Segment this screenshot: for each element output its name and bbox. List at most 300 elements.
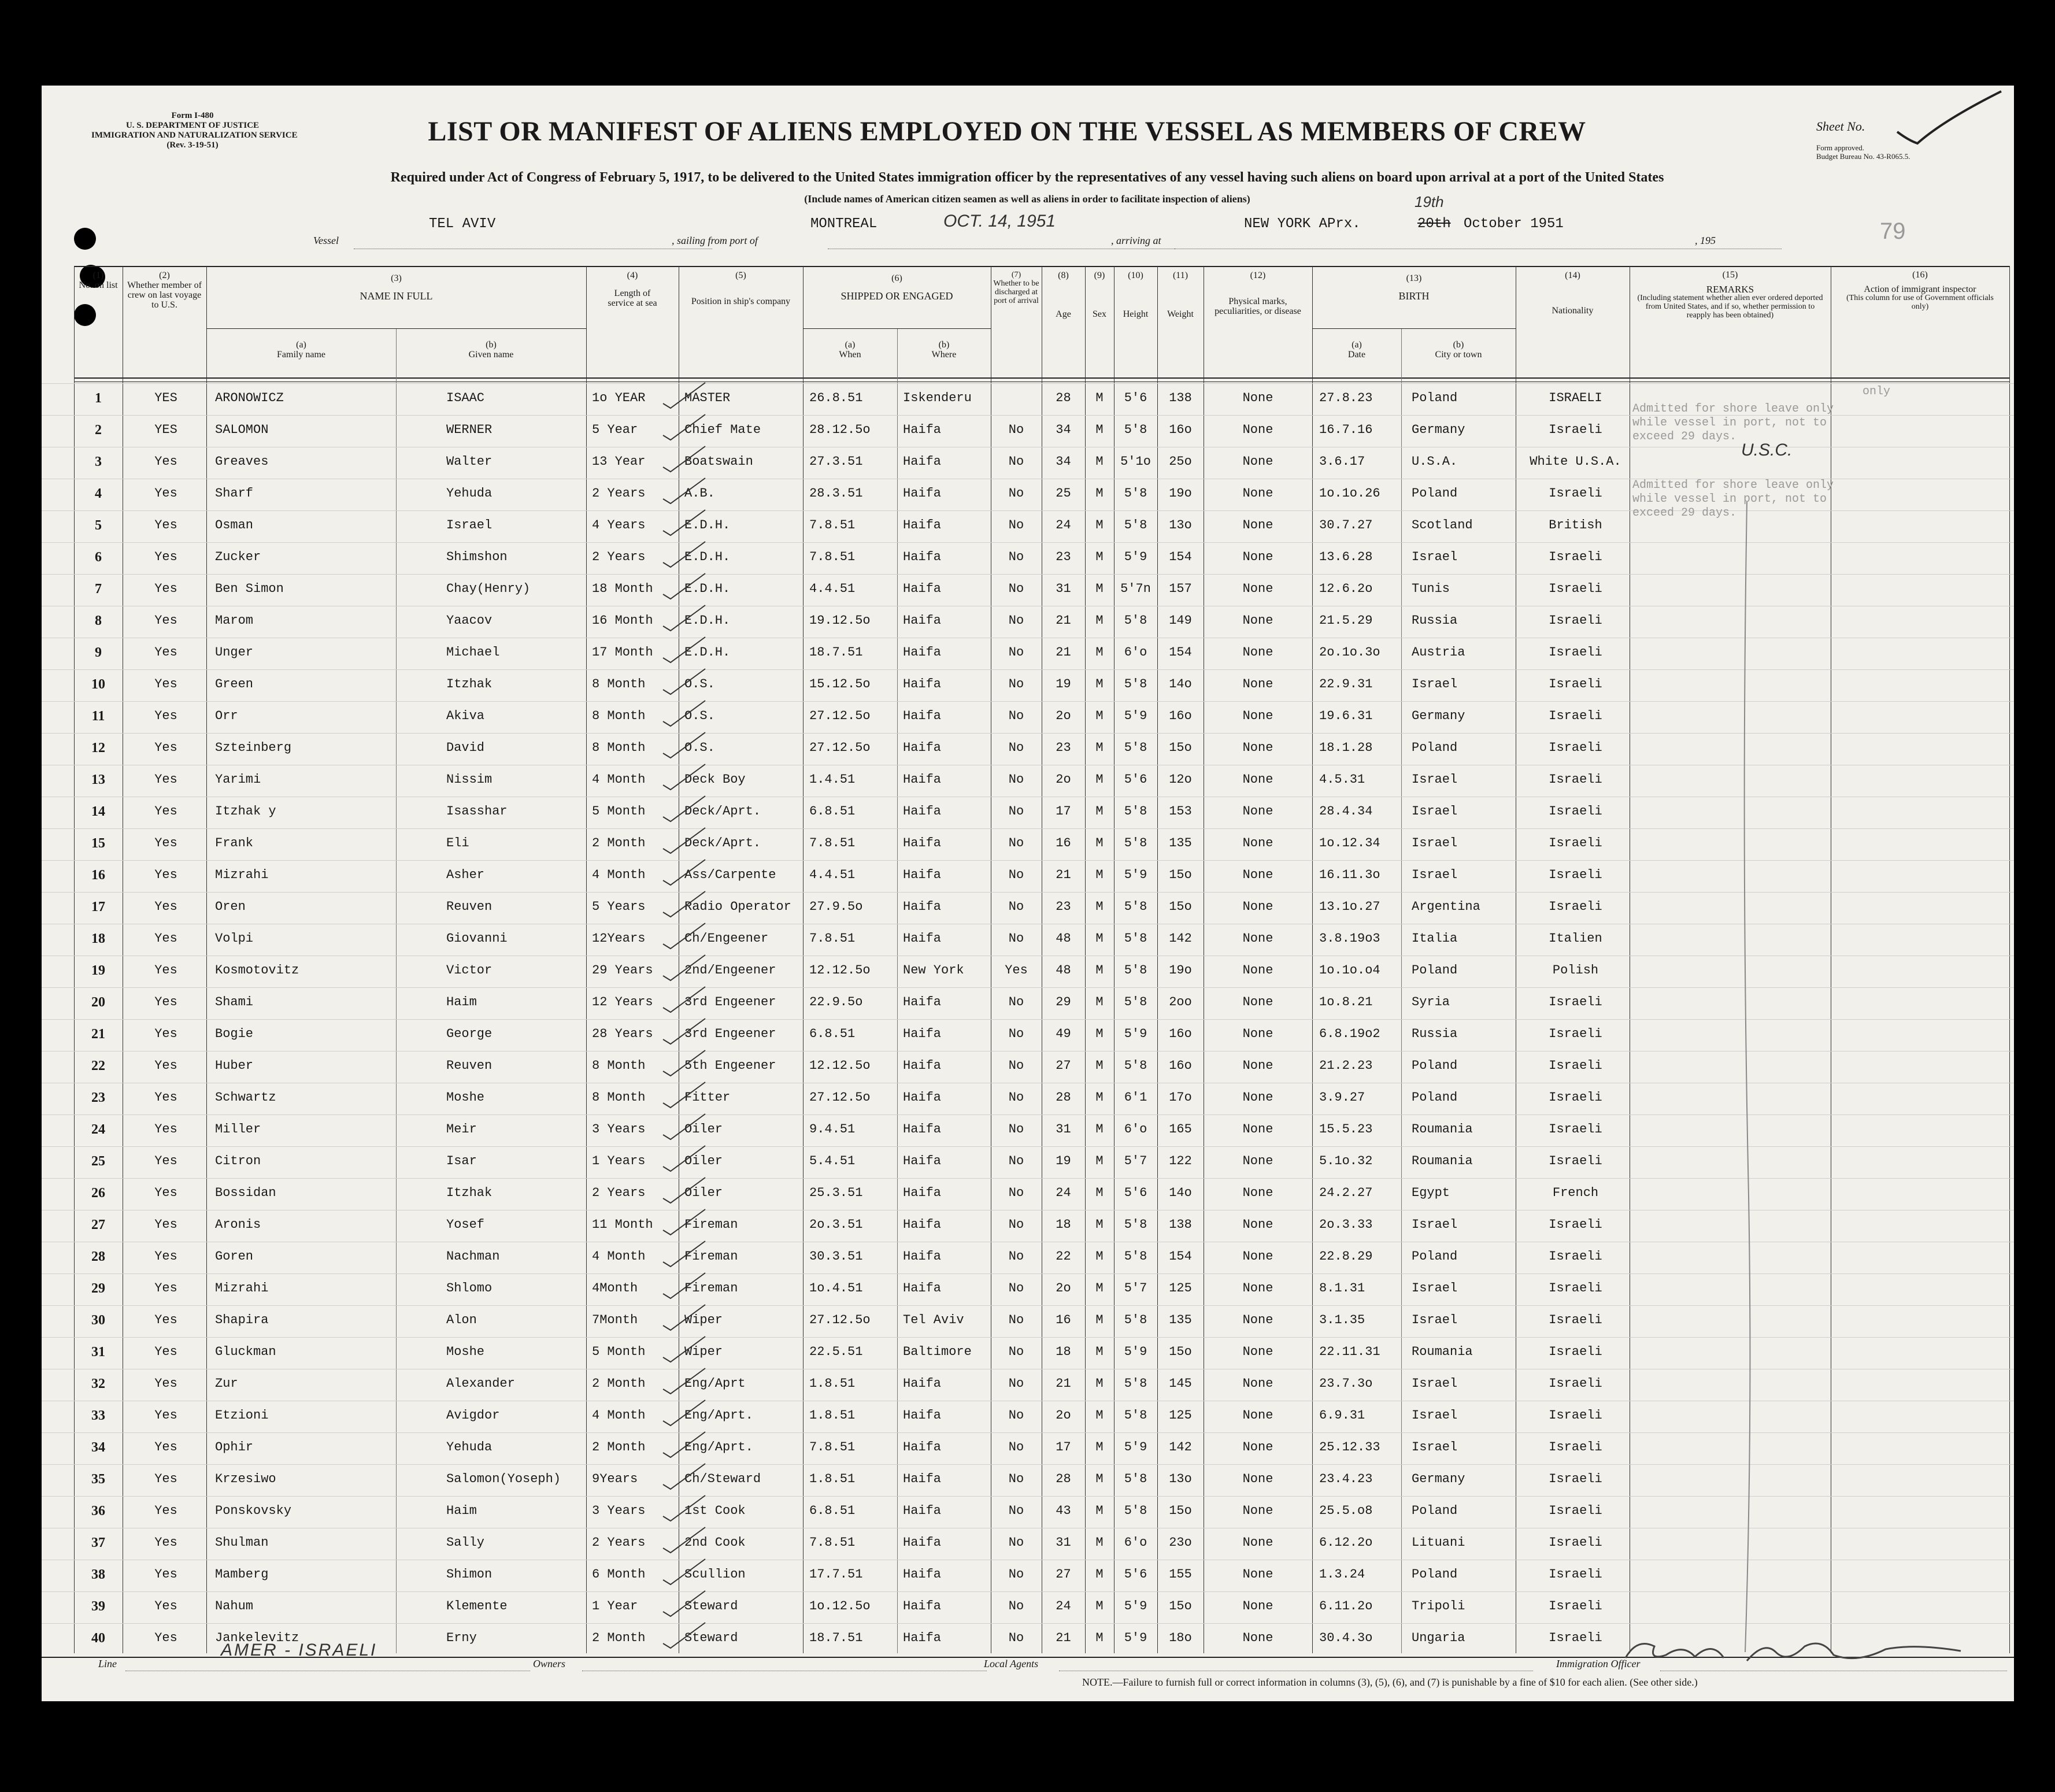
previous-voyage: Yes — [154, 1058, 177, 1073]
shipped-when: 27.9.5o — [809, 899, 863, 914]
col-sub-label: Family name — [277, 350, 325, 360]
position: O.S. — [684, 741, 715, 755]
height: 5'9 — [1124, 1345, 1147, 1359]
tick-mark-icon — [660, 1048, 706, 1077]
year-label: , 195 — [1695, 235, 1716, 246]
discharged: No — [1008, 1058, 1024, 1073]
birth-city: Israel — [1412, 677, 1458, 691]
length-of-service: 8 Month — [592, 1090, 646, 1105]
previous-voyage: Yes — [154, 1440, 177, 1454]
col-sublabel: (This column for use of Government officials only) — [1846, 294, 1994, 311]
shipped-where: Haifa — [903, 1154, 942, 1168]
nationality: French — [1552, 1186, 1599, 1200]
department-name: U. S. DEPARTMENT OF JUSTICE — [125, 121, 260, 130]
discharged: No — [1008, 1313, 1024, 1327]
previous-voyage: Yes — [154, 1217, 177, 1232]
length-of-service: 6 Month — [592, 1567, 646, 1582]
birth-date: 3.1.35 — [1319, 1313, 1365, 1327]
height: 5'8 — [1124, 1472, 1147, 1486]
height: 5'8 — [1124, 1217, 1147, 1232]
discharged: No — [1008, 836, 1024, 850]
physical-marks: None — [1242, 772, 1273, 787]
col-label: Sex — [1093, 309, 1106, 319]
shipped-where: Haifa — [903, 804, 942, 819]
weight: 16o — [1169, 1058, 1192, 1073]
shore-leave-stamp — [1632, 479, 1834, 520]
shipped-when: 1.8.51 — [809, 1376, 856, 1391]
physical-marks: None — [1242, 645, 1273, 660]
physical-marks: None — [1242, 1345, 1273, 1359]
position: Radio Operator — [684, 899, 791, 914]
nationality: Israeli — [1549, 1631, 1602, 1645]
position: Deck/Aprt. — [684, 836, 761, 850]
weight: 138 — [1169, 1217, 1192, 1232]
birth-city: Syria — [1412, 995, 1450, 1009]
length-of-service: 1 Year — [592, 1599, 638, 1613]
age: 23 — [1056, 741, 1071, 755]
table-row — [42, 1210, 2014, 1242]
line-label: Line — [98, 1658, 117, 1669]
given-name: Isasshar — [446, 804, 508, 819]
table-row — [42, 1369, 2014, 1401]
length-of-service: 5 Year — [592, 423, 638, 437]
weight: 138 — [1169, 391, 1192, 405]
row-number: 35 — [91, 1472, 105, 1487]
height: 5'8 — [1124, 1058, 1147, 1073]
age: 16 — [1056, 1313, 1071, 1327]
previous-voyage: Yes — [154, 709, 177, 723]
sailing-label: , sailing from port of — [672, 235, 758, 246]
length-of-service: 8 Month — [592, 709, 646, 723]
length-of-service: 28 Years — [592, 1027, 653, 1041]
previous-voyage: Yes — [154, 677, 177, 691]
sex: M — [1095, 1154, 1104, 1168]
age: 27 — [1056, 1058, 1071, 1073]
previous-voyage: Yes — [154, 772, 177, 787]
col-sub-number: (a) — [845, 340, 856, 350]
nationality: Polish — [1552, 963, 1599, 978]
age: 24 — [1056, 518, 1071, 532]
birth-city: Russia — [1412, 1027, 1458, 1041]
birth-city: Egypt — [1412, 1186, 1450, 1200]
arrival-day-corrected: 19th — [1415, 193, 1444, 210]
tick-mark-icon — [660, 698, 706, 727]
height: 5'8 — [1124, 1408, 1147, 1423]
tick-mark-icon — [660, 1175, 706, 1204]
col-13b-header — [1401, 340, 1516, 360]
weight: 25o — [1169, 454, 1192, 469]
birth-city: Poland — [1412, 963, 1458, 978]
birth-city: Israel — [1412, 1376, 1458, 1391]
shipped-when: 15.12.5o — [809, 677, 871, 691]
shipped-when: 17.7.51 — [809, 1567, 863, 1582]
col-4-header — [586, 271, 679, 308]
discharged: No — [1008, 423, 1024, 437]
length-of-service: 13 Year — [592, 454, 646, 469]
given-name: David — [446, 741, 485, 755]
discharged: No — [1008, 1535, 1024, 1550]
birth-date: 13.1o.27 — [1319, 899, 1380, 914]
col-number: (9) — [1094, 271, 1105, 280]
table-row — [42, 987, 2014, 1020]
tick-mark-icon — [660, 1589, 706, 1617]
shipped-when: 1.8.51 — [809, 1472, 856, 1486]
birth-date: 15.5.23 — [1319, 1122, 1373, 1136]
given-name: Yosef — [446, 1217, 485, 1232]
physical-marks: None — [1242, 1535, 1273, 1550]
row-number: 21 — [91, 1027, 105, 1042]
officer-signature — [1614, 1635, 1972, 1675]
age: 21 — [1056, 645, 1071, 660]
previous-voyage: Yes — [154, 995, 177, 1009]
given-name: Israel — [446, 518, 493, 532]
age: 19 — [1056, 677, 1071, 691]
previous-voyage: Yes — [154, 1631, 177, 1645]
family-name: Osman — [215, 518, 254, 532]
given-name: Sally — [446, 1535, 485, 1550]
weight: 13o — [1169, 1472, 1192, 1486]
height: 5'9 — [1124, 868, 1147, 882]
age: 23 — [1056, 550, 1071, 564]
age: 21 — [1056, 1631, 1071, 1645]
shipped-where: Haifa — [903, 582, 942, 596]
row-number: 31 — [91, 1345, 105, 1360]
length-of-service: 2 Month — [592, 1631, 646, 1645]
row-number: 18 — [91, 931, 105, 946]
given-name: Reuven — [446, 899, 493, 914]
col-sublabel: (Including statement whether alien ever ordered deported from United States, and if so, whether permission to reapply has been obtained) — [1637, 294, 1823, 320]
length-of-service: 5 Years — [592, 899, 646, 914]
discharged: No — [1008, 772, 1024, 787]
subheader-rule — [1312, 328, 1516, 329]
family-name: Miller — [215, 1122, 261, 1136]
physical-marks: None — [1242, 1567, 1273, 1582]
shipped-when: 7.8.51 — [809, 518, 856, 532]
given-name: Alexander — [446, 1376, 515, 1391]
height: 5'8 — [1124, 741, 1147, 755]
age: 48 — [1056, 963, 1071, 978]
check-mark-icon — [1891, 86, 2007, 149]
given-name: Alon — [446, 1313, 477, 1327]
age: 18 — [1056, 1217, 1071, 1232]
weight: 15o — [1169, 1504, 1192, 1518]
family-name: Unger — [215, 645, 254, 660]
discharged: No — [1008, 868, 1024, 882]
nationality: Israeli — [1549, 1313, 1602, 1327]
shipped-where: Haifa — [903, 1186, 942, 1200]
row-number: 6 — [95, 550, 102, 565]
col-label: Age — [1056, 309, 1071, 319]
col-sub-number: (b) — [1453, 340, 1464, 350]
physical-marks: None — [1242, 391, 1273, 405]
shipped-when: 7.8.51 — [809, 550, 856, 564]
physical-marks: None — [1242, 423, 1273, 437]
shipped-where: Haifa — [903, 1567, 942, 1582]
age: 2o — [1056, 709, 1071, 723]
family-name: Kosmotovitz — [215, 963, 299, 978]
sex: M — [1095, 454, 1104, 469]
shipped-where: Haifa — [903, 486, 942, 501]
previous-voyage: Yes — [154, 454, 177, 469]
col-sub-label: Where — [931, 350, 957, 360]
sex: M — [1095, 1217, 1104, 1232]
row-number: 28 — [91, 1249, 105, 1264]
weight: 142 — [1169, 931, 1192, 946]
given-name: Nissim — [446, 772, 493, 787]
row-number: 4 — [95, 486, 102, 501]
row-number: 16 — [91, 868, 105, 883]
nationality: Israeli — [1549, 1376, 1602, 1391]
family-name: Mizrahi — [215, 868, 269, 882]
tick-mark-icon — [660, 1271, 706, 1299]
table-row — [42, 860, 2014, 893]
given-name: Meir — [446, 1122, 477, 1136]
birth-date: 23.7.3o — [1319, 1376, 1373, 1391]
nationality: Israeli — [1549, 582, 1602, 596]
family-name: Yarimi — [215, 772, 261, 787]
tick-mark-icon — [660, 1080, 706, 1109]
table-row — [42, 669, 2014, 702]
row-number: 34 — [91, 1440, 105, 1455]
given-name: Haim — [446, 995, 477, 1009]
nationality: Israeli — [1549, 995, 1602, 1009]
weight: 16o — [1169, 709, 1192, 723]
nationality: Israeli — [1549, 1535, 1602, 1550]
col-11-header — [1157, 271, 1204, 319]
stamp-line: while vessel in port, not to — [1632, 416, 1827, 430]
birth-city: Israel — [1412, 1408, 1458, 1423]
tick-mark-icon — [660, 1525, 706, 1554]
shipped-when: 28.12.5o — [809, 423, 871, 437]
age: 2o — [1056, 1408, 1071, 1423]
previous-voyage: Yes — [154, 1090, 177, 1105]
shipped-when: 1o.12.5o — [809, 1599, 871, 1613]
position: 2nd Cook — [684, 1535, 746, 1550]
shipped-when: 27.3.51 — [809, 454, 863, 469]
length-of-service: 1 Years — [592, 1154, 646, 1168]
table-row — [42, 1560, 2014, 1592]
weight: 15o — [1169, 1345, 1192, 1359]
previous-voyage: Yes — [154, 1281, 177, 1295]
nationality: Israeli — [1549, 1090, 1602, 1105]
height: 5'6 — [1124, 772, 1147, 787]
age: 49 — [1056, 1027, 1071, 1041]
position: Fitter — [684, 1090, 731, 1105]
arrival-day-struck: 20th — [1417, 216, 1451, 232]
shipped-when: 4.4.51 — [809, 868, 856, 882]
line-value: AMER - ISRAELI — [221, 1641, 377, 1660]
col-13a-header — [1312, 340, 1401, 360]
table-row — [42, 828, 2014, 861]
position: Ch/Steward — [684, 1472, 761, 1486]
previous-voyage: Yes — [154, 1567, 177, 1582]
length-of-service: 9Years — [592, 1472, 638, 1486]
position: Deck/Aprt. — [684, 804, 761, 819]
given-name: Isar — [446, 1154, 477, 1168]
nationality: Israeli — [1549, 550, 1602, 564]
weight: 154 — [1169, 1249, 1192, 1264]
height: 5'7 — [1124, 1281, 1147, 1295]
col-label: REMARKS — [1706, 284, 1754, 295]
shipped-when: 6.8.51 — [809, 804, 856, 819]
birth-city: Israel — [1412, 868, 1458, 882]
nationality: Israeli — [1549, 677, 1602, 691]
col-1-header — [74, 271, 123, 290]
family-name: Sharf — [215, 486, 254, 501]
length-of-service: 16 Month — [592, 613, 653, 628]
row-number: 23 — [91, 1090, 105, 1105]
sex: M — [1095, 1376, 1104, 1391]
nationality: Israeli — [1549, 1408, 1602, 1423]
position: E.D.H. — [684, 613, 731, 628]
physical-marks: None — [1242, 1122, 1273, 1136]
row-number: 2 — [95, 423, 102, 438]
birth-date: 16.11.3o — [1319, 868, 1380, 882]
discharged: No — [1008, 1440, 1024, 1454]
physical-marks: None — [1242, 1027, 1273, 1041]
col-number: (7) — [1011, 271, 1021, 279]
age: 21 — [1056, 868, 1071, 882]
position: Steward — [684, 1631, 738, 1645]
col-number: (6) — [891, 273, 902, 283]
arrival-month-year: October 1951 — [1464, 216, 1564, 232]
sheet-number-label: Sheet No. — [1816, 119, 1865, 134]
physical-marks: None — [1242, 1440, 1273, 1454]
discharged: No — [1008, 550, 1024, 564]
age: 16 — [1056, 836, 1071, 850]
form-subtitle: Required under Act of Congress of February 5, 1917, to be delivered to the United States immigration officer by the representatives of any vessel having such aliens on board upon arrival at a port of the United States — [390, 170, 1664, 185]
physical-marks: None — [1242, 1281, 1273, 1295]
physical-marks: None — [1242, 1090, 1273, 1105]
sex: M — [1095, 677, 1104, 691]
sex: M — [1095, 645, 1104, 660]
document-title: LIST OR MANIFEST OF ALIENS EMPLOYED ON THE VESSEL AS MEMBERS OF CREW — [428, 116, 1586, 147]
physical-marks: None — [1242, 1058, 1273, 1073]
sex: M — [1095, 995, 1104, 1009]
discharged: No — [1008, 995, 1024, 1009]
table-row — [42, 1432, 2014, 1465]
position: Ch/Engeener — [684, 931, 769, 946]
shipped-when: 30.3.51 — [809, 1249, 863, 1264]
tick-mark-icon — [660, 1239, 706, 1268]
tick-mark-icon — [660, 380, 706, 409]
col-16-header — [1831, 271, 2009, 311]
height: 5'8 — [1124, 486, 1147, 501]
height: 5'9 — [1124, 709, 1147, 723]
age: 23 — [1056, 899, 1071, 914]
previous-voyage: Yes — [154, 1186, 177, 1200]
row-number: 36 — [91, 1504, 105, 1519]
table-row — [42, 574, 2014, 606]
birth-city: U.S.A. — [1412, 454, 1458, 469]
row-number: 37 — [91, 1535, 105, 1550]
previous-voyage: Yes — [154, 613, 177, 628]
given-name: Erny — [446, 1631, 477, 1645]
col-13-header — [1312, 273, 1516, 301]
nationality: Israeli — [1549, 613, 1602, 628]
table-row — [42, 638, 2014, 670]
length-of-service: 8 Month — [592, 677, 646, 691]
row-number: 14 — [91, 804, 105, 819]
tick-mark-icon — [660, 635, 706, 664]
table-row — [42, 447, 2014, 479]
col-3b-header — [396, 340, 586, 360]
height: 5'8 — [1124, 995, 1147, 1009]
age: 21 — [1056, 1376, 1071, 1391]
birth-date: 8.1.31 — [1319, 1281, 1365, 1295]
shipped-where: Haifa — [903, 1631, 942, 1645]
table-row — [42, 924, 2014, 956]
height: 5'8 — [1124, 1504, 1147, 1518]
height: 6'o — [1124, 645, 1147, 660]
officer-label: Immigration Officer — [1556, 1658, 1641, 1669]
family-name: ARONOWICZ — [215, 391, 284, 405]
height: 5'7 — [1124, 1154, 1147, 1168]
col-label: BIRTH — [1398, 290, 1430, 302]
height: 5'8 — [1124, 1249, 1147, 1264]
shipped-when: 7.8.51 — [809, 931, 856, 946]
physical-marks: None — [1242, 1408, 1273, 1423]
family-name: Citron — [215, 1154, 261, 1168]
given-name: Giovanni — [446, 931, 508, 946]
previous-voyage: Yes — [154, 1408, 177, 1423]
discharged: No — [1008, 1408, 1024, 1423]
length-of-service: 12Years — [592, 931, 646, 946]
arriving-label: , arriving at — [1111, 235, 1161, 246]
family-name: Ophir — [215, 1440, 254, 1454]
birth-date: 6.8.19o2 — [1319, 1027, 1380, 1041]
birth-date: 19.6.31 — [1319, 709, 1373, 723]
birth-date: 22.11.31 — [1319, 1345, 1380, 1359]
col-number: (5) — [735, 271, 746, 280]
discharged: No — [1008, 1154, 1024, 1168]
previous-voyage: Yes — [154, 836, 177, 850]
tick-mark-icon — [660, 1366, 706, 1395]
weight: 153 — [1169, 804, 1192, 819]
height: 5'8 — [1124, 613, 1147, 628]
previous-voyage: Yes — [154, 645, 177, 660]
height: 6'o — [1124, 1535, 1147, 1550]
birth-date: 24.2.27 — [1319, 1186, 1373, 1200]
shipped-where: Tel Aviv — [903, 1313, 964, 1327]
sex: M — [1095, 423, 1104, 437]
manifest-sheet — [42, 86, 2014, 1701]
shipped-when: 12.12.5o — [809, 1058, 871, 1073]
nationality: Israeli — [1549, 836, 1602, 850]
shipped-where: Haifa — [903, 1058, 942, 1073]
position: Eng/Aprt. — [684, 1408, 753, 1423]
nationality: Israeli — [1549, 804, 1602, 819]
previous-voyage: Yes — [154, 1504, 177, 1518]
table-row — [42, 1305, 2014, 1338]
col-sub-label: Date — [1347, 350, 1366, 360]
family-name: Shapira — [215, 1313, 269, 1327]
row-number: 33 — [91, 1408, 105, 1423]
family-name: Ponskovsky — [215, 1504, 292, 1518]
shipped-when: 9.4.51 — [809, 1122, 856, 1136]
previous-voyage: Yes — [154, 868, 177, 882]
subheader-rule — [206, 328, 586, 329]
birth-city: Germany — [1412, 709, 1465, 723]
shipped-where: Haifa — [903, 899, 942, 914]
weight: 2oo — [1169, 995, 1192, 1009]
shipped-where: Haifa — [903, 1504, 942, 1518]
age: 28 — [1056, 1090, 1071, 1105]
birth-city: Austria — [1412, 645, 1465, 660]
row-number: 27 — [91, 1217, 105, 1232]
tick-mark-icon — [660, 762, 706, 791]
given-name: Avigdor — [446, 1408, 500, 1423]
